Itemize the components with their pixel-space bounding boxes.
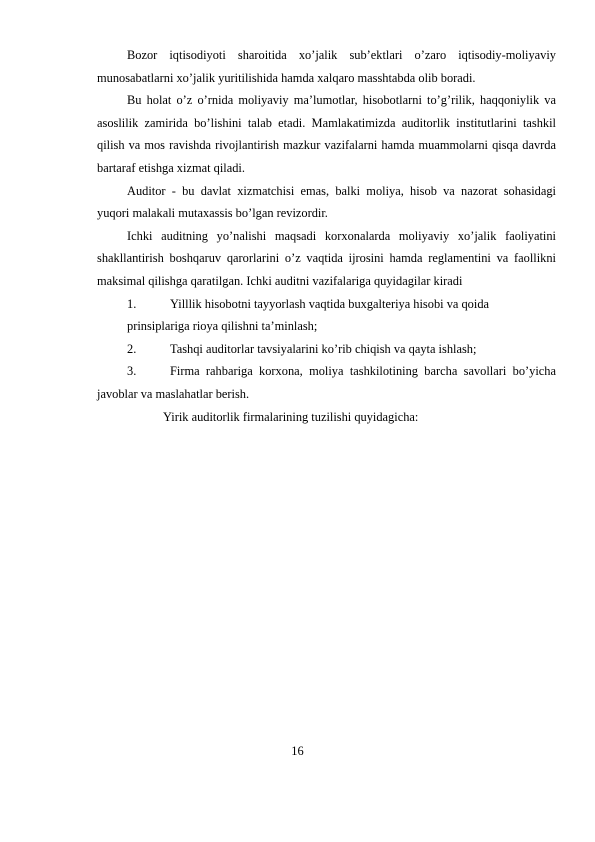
list-item-number: 3.	[127, 364, 137, 379]
list-item-text: Yilllik hisobotni tayyorlash vaqtida buxgalteriya hisobi va qoida	[170, 296, 490, 311]
page-number: 16	[291, 744, 304, 758]
paragraph-reporting-requirements: Bu holat o’z o’rnida moliyaviy ma’lumotlar, hisobotlarni to’g’rilik, haqqoniylik va asoslilik zamirida bo’lishini talab etadi. Mamlakatimizda auditorlik institutlarini tashkil qilish va mos ravishda rivojlantirish mazkur vazifalarni hamda muammolarni qisqa davrda bartaraf etishga xizmat qiladi.	[97, 93, 556, 175]
list-item-3	[97, 360, 556, 405]
list-item-number: 2.	[127, 341, 137, 356]
list-item-1-continuation: prinsiplariga rioya qilishni ta’minlash;	[127, 319, 318, 334]
document-body	[97, 44, 556, 428]
list-item-1	[97, 293, 556, 316]
list-item-text: Tashqi auditorlar tavsiyalarini ko’rib chiqish va qayta ishlash;	[170, 341, 477, 356]
list-item-2	[97, 338, 556, 361]
closing-line: Yirik auditorlik firmalarining tuzilishi quyidagicha:	[163, 409, 419, 424]
paragraph-auditor-definition: Auditor - bu davlat xizmatchisi emas, balki moliya, hisob va nazorat sohasidagi yuqori malakali mutaxassis bo’lgan revizordir.	[97, 183, 556, 221]
paragraph-market-economy: Bozor iqtisodiyoti sharoitida xo’jalik sub’ektlari o’zaro iqtisodiy-moliyaviy munosabatlarni xo’jalik yuritilishida hamda xalqaro masshtabda olib boradi.	[97, 48, 556, 85]
paragraph-internal-audit: Ichki auditning yo’nalishi maqsadi korxonalarda moliyaviy xo’jalik faoliyatini shakllantirish boshqaruv qarorlarini o’z vaqtida ijrosini hamda reglamentini va faollikni maksimal qilishga qaratilgan. Ichki auditni vazifalariga quyidagilar kiradi	[97, 228, 556, 288]
list-item-number: 1.	[127, 296, 137, 311]
list-item-text: Firma rahbariga korxona, moliya tashkilotining barcha savollari bo’yicha javoblar va maslahatlar berish.	[97, 364, 556, 401]
